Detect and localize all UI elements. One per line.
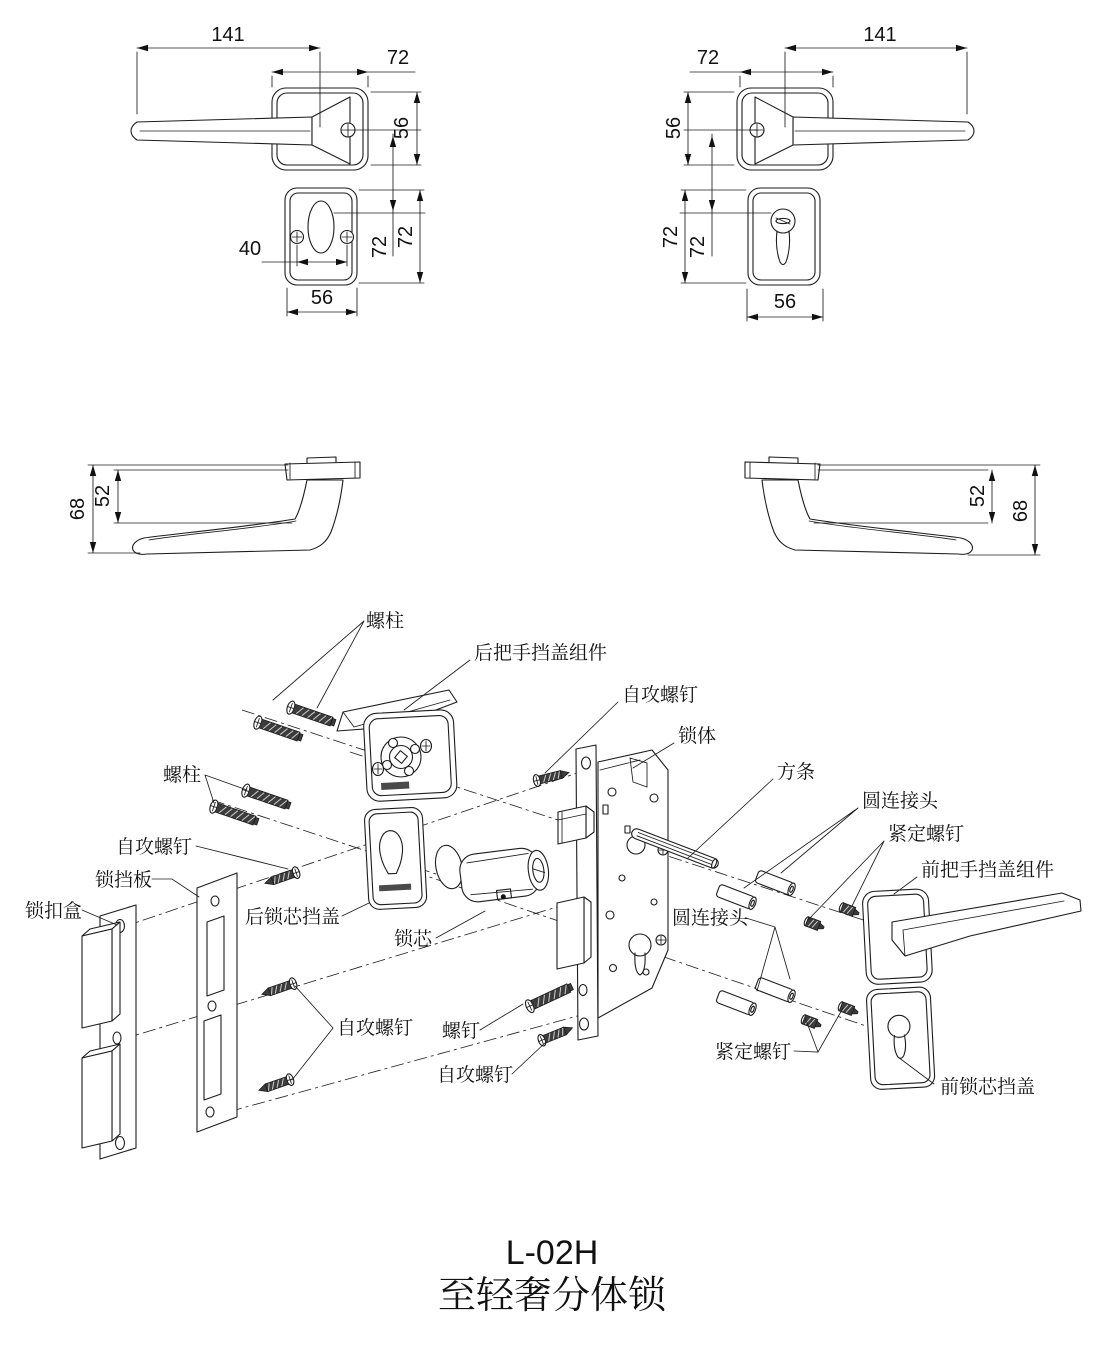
round-connector-upper-1: [716, 884, 758, 910]
dim-52: 52: [967, 484, 989, 508]
set-screw-lower-1: [800, 1014, 822, 1030]
dim-68: 68: [67, 497, 89, 521]
label-set-screw-upper: 紧定螺钉: [888, 824, 965, 845]
strike-plate: [197, 873, 237, 1132]
label-latch-box: 锁扣盒: [25, 901, 83, 922]
dim-56-rose: 56: [663, 116, 685, 140]
model-number: L-02H: [505, 1234, 599, 1272]
label-square-bar: 方条: [777, 762, 816, 783]
stud-left-2: [240, 783, 292, 812]
tapping-screw-top: [532, 767, 570, 787]
label-set-screw-lower: 紧定螺钉: [715, 1042, 792, 1063]
product-name: 至轻奢分体锁: [437, 1275, 667, 1317]
label-lock-body: 锁体: [678, 726, 717, 747]
lock-body: [557, 745, 668, 1040]
dim-52: 52: [92, 484, 114, 508]
set-screw-upper-1: [803, 916, 825, 932]
rear-cylinder-cover: [364, 807, 427, 910]
dim-72-rose: 72: [696, 47, 720, 69]
dim-40: 40: [238, 238, 262, 260]
front-cylinder-cover: [866, 987, 935, 1090]
dim-72-esc: 72: [395, 225, 417, 249]
label-front-handle-cover: 前把手挡盖组件: [921, 860, 1055, 881]
dim-72-centers: 72: [687, 235, 709, 259]
label-rear-cyl-cover: 后锁芯挡盖: [245, 907, 341, 928]
dim-56-esc: 56: [773, 291, 797, 313]
round-connector-upper-2: [755, 870, 797, 896]
latch-box: [82, 905, 136, 1159]
label-rear-handle-cover: 后把手挡盖组件: [474, 643, 608, 664]
label-stud-top: 螺柱: [366, 611, 405, 632]
dim-72-rose: 72: [386, 47, 410, 69]
title-block: [438, 1234, 667, 1317]
set-screw-lower-2: [837, 1001, 859, 1017]
view-side-left: [67, 457, 360, 554]
set-screw-upper-2: [838, 902, 860, 918]
label-tapping-screw-top: 自攻螺钉: [622, 685, 699, 706]
round-connector-lower-1: [716, 990, 758, 1016]
dim-72-centers: 72: [369, 235, 391, 259]
label-stud-left: 螺柱: [163, 765, 202, 786]
dim-141: 141: [863, 24, 897, 46]
machine-screw: [524, 980, 575, 1013]
label-round-connector-lower: 圆连接头: [672, 908, 749, 929]
label-round-connector-upper: 圆连接头: [862, 791, 939, 812]
view-front-left: [131, 24, 425, 316]
tapping-screw-bl-2: [257, 1073, 295, 1096]
stud-top-1: [252, 715, 304, 744]
label-tapping-screw-bottom: 自攻螺钉: [437, 1065, 514, 1086]
tapping-screw-left: [263, 866, 301, 889]
rear-handle-assembly: [337, 690, 457, 802]
round-connector-lower-2: [755, 977, 797, 1003]
stud-top-2: [285, 700, 337, 729]
dims-front-left: [137, 24, 425, 316]
exploded-view: [25, 610, 1081, 1159]
label-strike-plate: 锁挡板: [95, 870, 153, 891]
dim-68: 68: [1010, 499, 1032, 523]
tapping-screw-bl-1: [260, 977, 298, 1000]
dim-56-rose: 56: [391, 116, 413, 140]
dim-141: 141: [211, 24, 245, 46]
view-front-right: [660, 24, 974, 321]
label-cylinder: 锁芯: [394, 929, 433, 950]
label-tapping-screw-left: 自攻螺钉: [116, 837, 193, 858]
view-side-right: [745, 457, 1040, 555]
brand-mark: [381, 782, 409, 790]
lock-cylinder: [432, 843, 552, 904]
label-tapping-screw-bl: 自攻螺钉: [337, 1018, 414, 1039]
label-screw: 螺钉: [442, 1021, 481, 1042]
label-front-cyl-cover: 前锁芯挡盖: [940, 1077, 1036, 1098]
dim-56-esc: 56: [310, 287, 334, 309]
dim-72-esc: 72: [660, 225, 682, 249]
front-handle-assembly: [862, 889, 1081, 985]
